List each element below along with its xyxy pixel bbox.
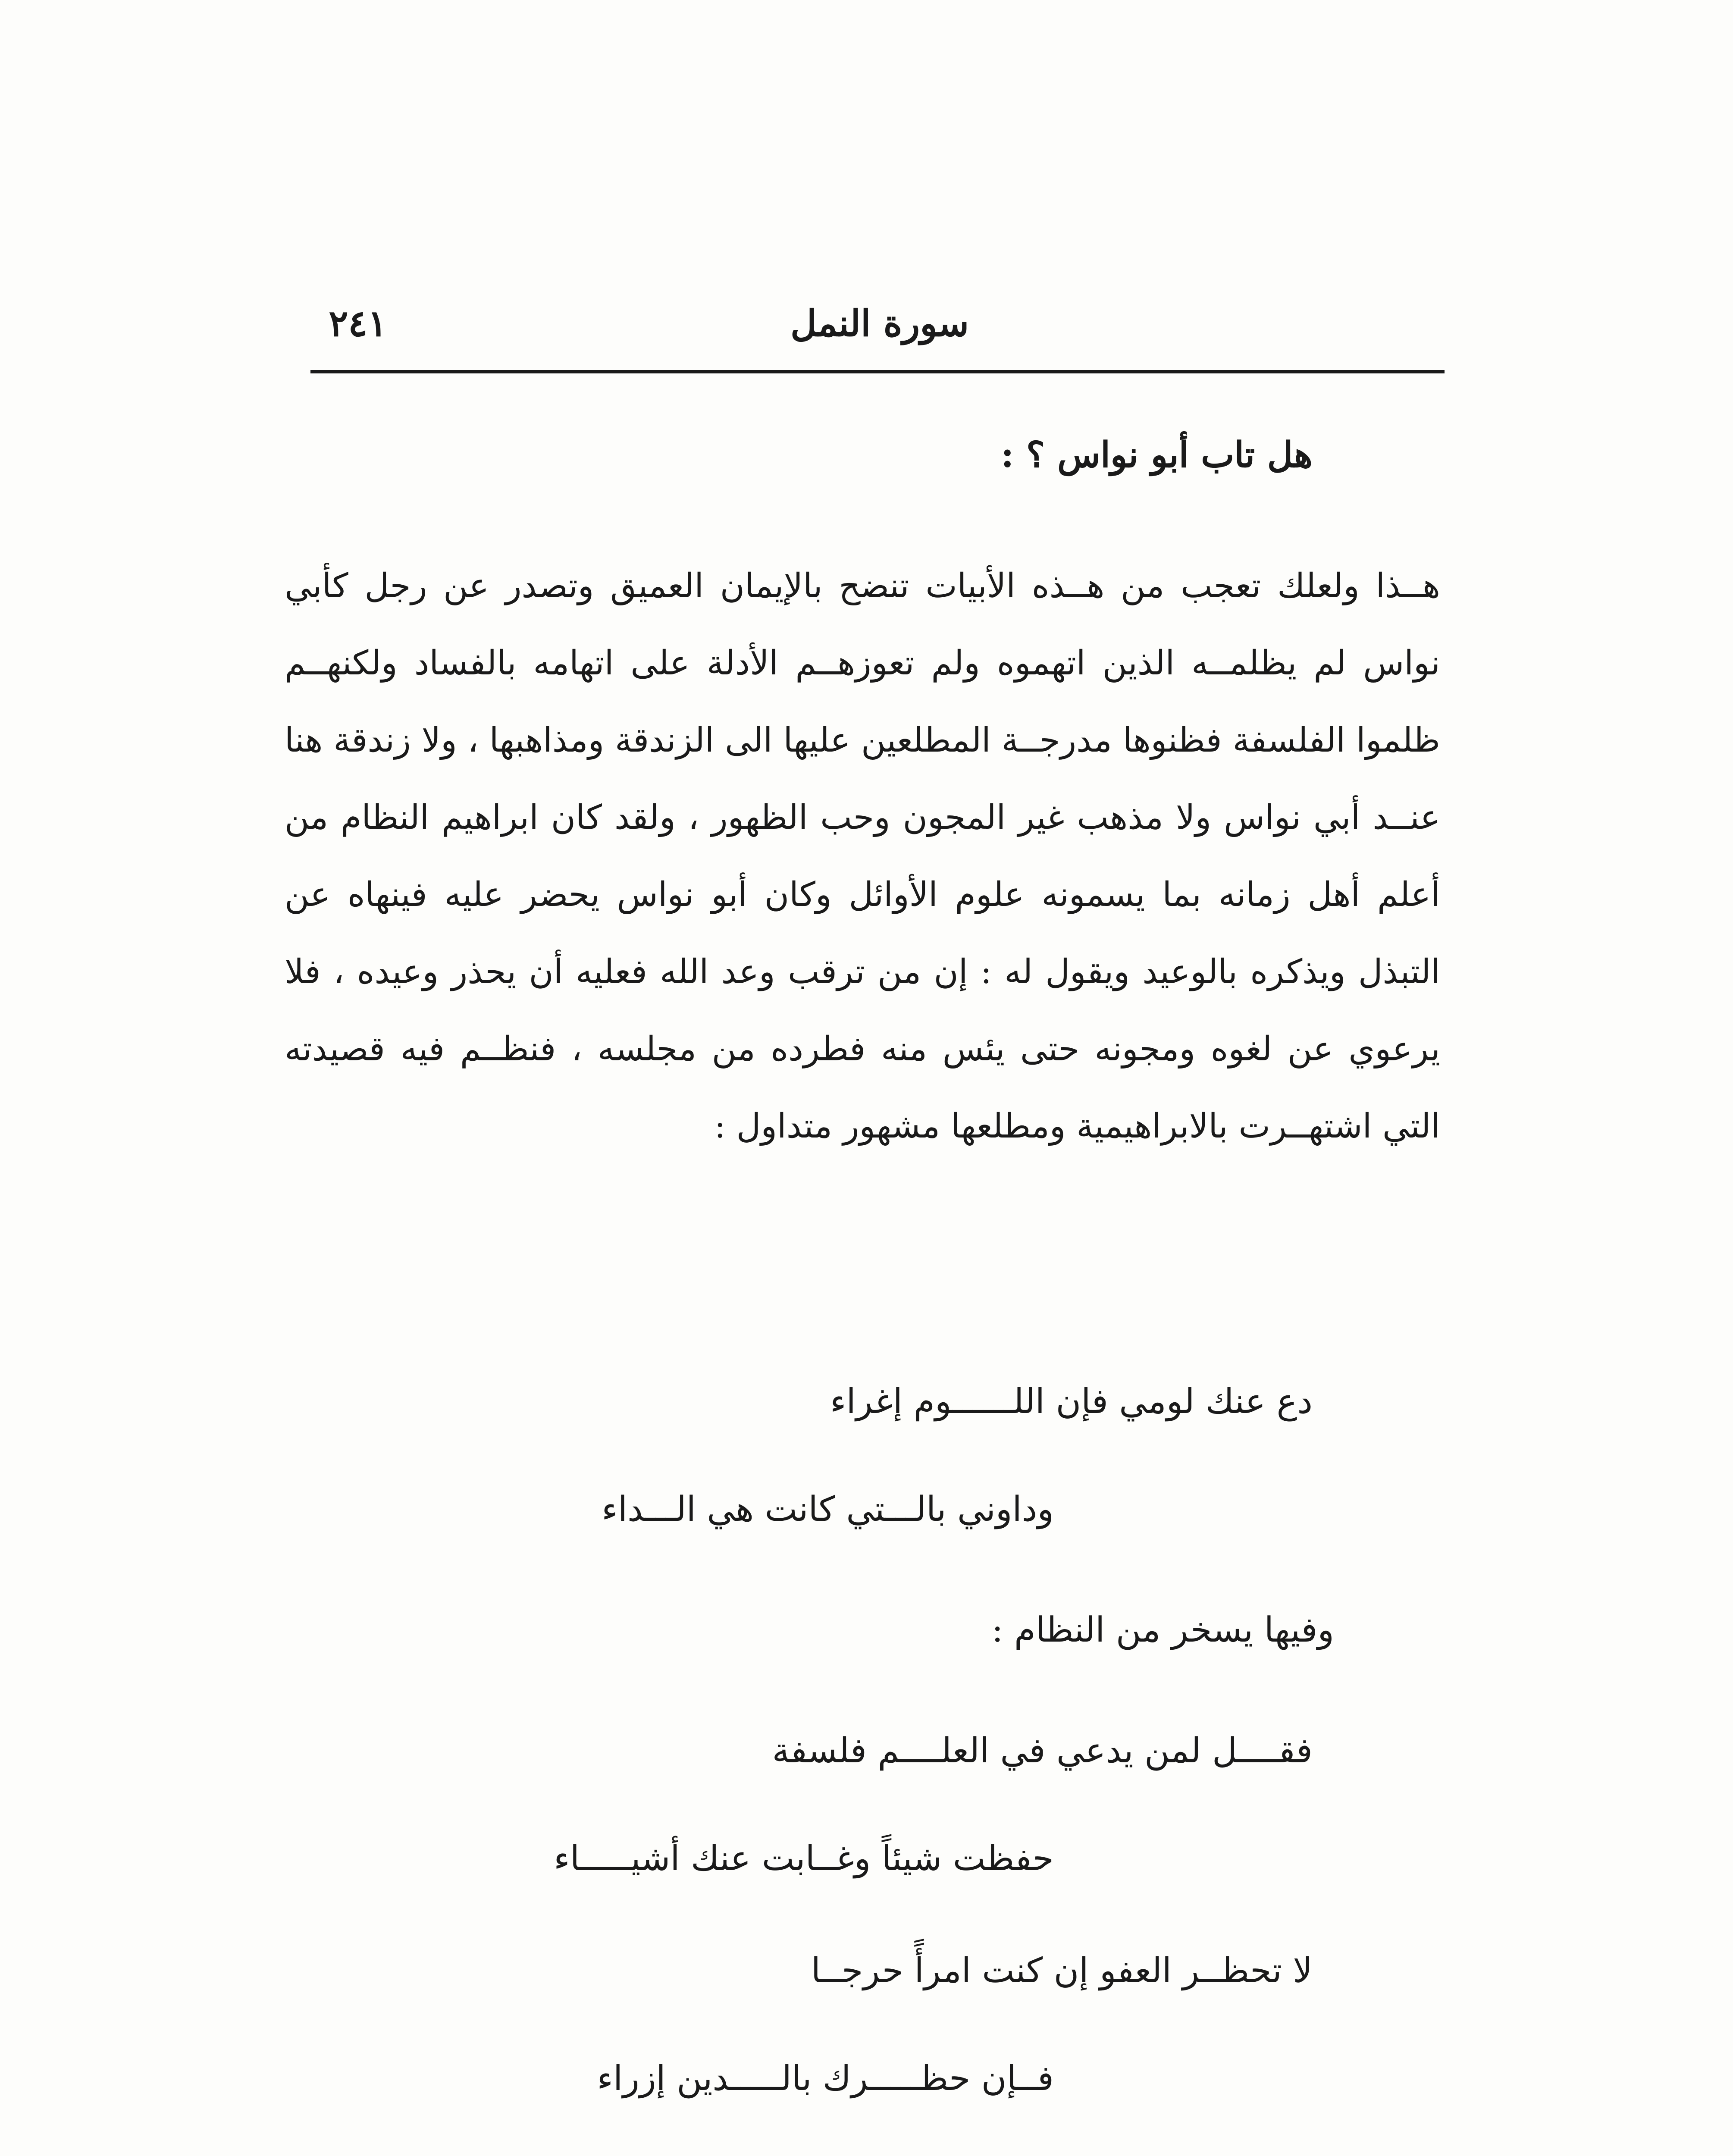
page-header <box>310 298 1445 362</box>
header-divider <box>310 370 1445 373</box>
verse-line: فــإن حظـــــرك بالـــــدين إزراء <box>597 2058 1054 2098</box>
verse-line: دع عنك لومي فإن اللــــــوم إغراء <box>830 1381 1313 1421</box>
body-paragraph: هــذا ولعلك تعجب من هــذه الأبيات تنضح بالإيمان العميق وتصدر عن رجل كأبي نواس لم يظلمــه الذين اتهموه ولم تعوزهــم الأدلة على اتهامه بالفساد ولكنهــم ظلموا الفلسفة فظنوها مدرجــة المطلعين عليها الى الزندقة ومذاهبها ، ولا زندقة هنا عنــد أبي نواس ولا مذهب غير المجون وحب الظهور ، ولقد كان ابراهيم النظام من أعلم أهل زمانه بما يسمونه علوم الأوائل وكان أبو نواس يحضر عليه فينهاه عن التبذل ويذكره بالوعيد ويقول له : إن من ترقب وعد الله فعليه أن يحذر وعيده ، فلا يرعوي عن لغوه ومجونه حتى يئس منه فطرده من مجلسه ، فنظــم فيه قصيدته التي اشتهــرت بالابراهيمية ومطلعها مشهور متداول : <box>285 567 1441 1146</box>
verse-line: حفظت شيئاً وغــابت عنك أشيـــــاء <box>554 1838 1054 1878</box>
verse-intro-line: وفيها يسخر من النظام : <box>991 1610 1334 1650</box>
verse-line: فقــــل لمن يدعي في العلــــم فلسفة <box>772 1730 1313 1771</box>
section-heading: هل تاب أبو نواس ؟ : <box>1001 434 1313 476</box>
running-title: سورة النمل <box>790 302 969 345</box>
verse-line: لا تحظــر العفو إن كنت امرأً حرجــا <box>811 1950 1313 1990</box>
page-number: ٢٤١ <box>329 302 387 345</box>
verse-line: وداوني بالـــتي كانت هي الـــداء <box>602 1489 1054 1529</box>
